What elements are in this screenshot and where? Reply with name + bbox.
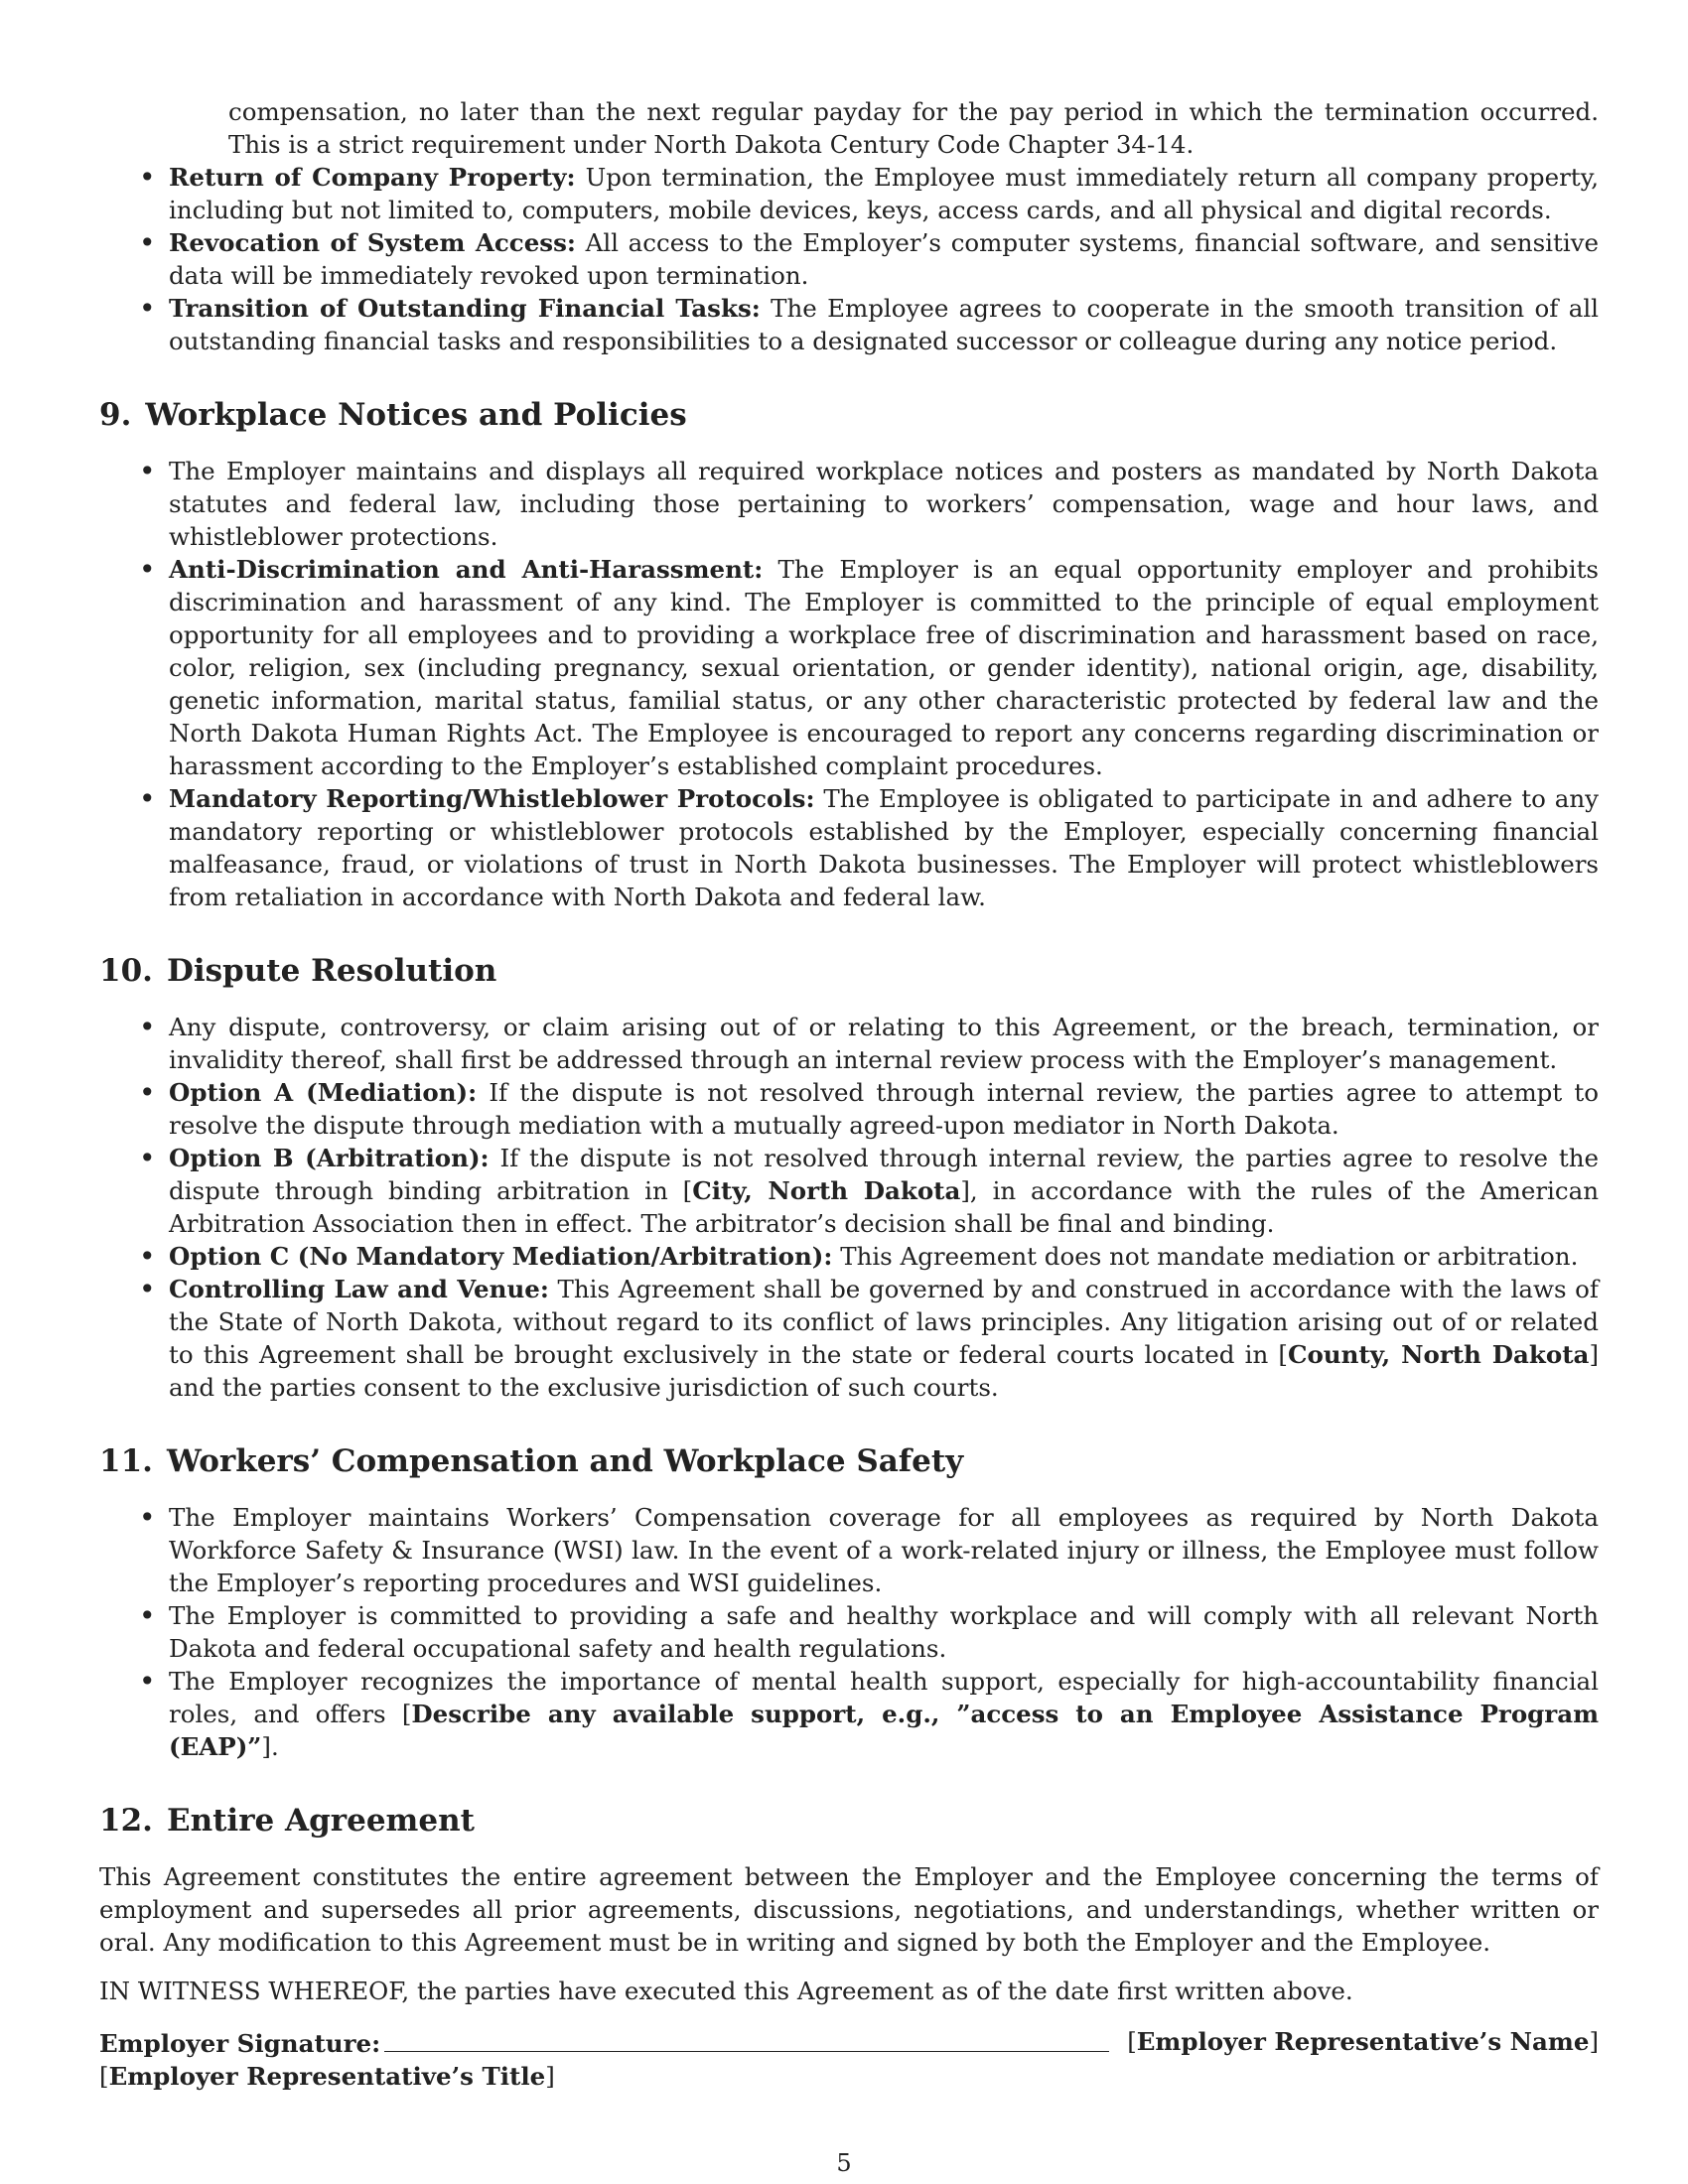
item-text: ]. (261, 1732, 279, 1761)
list-item (169, 1011, 1599, 1076)
list-item (169, 1076, 1599, 1142)
item-label: Transition of Outstanding Financial Tasks: (169, 294, 761, 323)
rep-name: Employer Representative’s Name (1136, 2027, 1590, 2056)
signature-line[interactable] (384, 2025, 1109, 2052)
continuation-text: compensation, no later than the next regular payday for the pay period in which the termination occurred. This is a strict requirement under North Dakota Century Code Chapter 34-14. (228, 97, 1599, 159)
rep-name-field: [Employer Representative’s Name] (1127, 2027, 1599, 2056)
rep-title: Employer Representative’s Title (108, 2062, 546, 2091)
item-text: This Agreement does not mandate mediation or arbitration. (832, 1242, 1579, 1271)
item-text: The Employer recognizes the importance of mental health support, especially for high-accountability financial roles, and offers [ (169, 1667, 1599, 1728)
rep-title-field: [Employer Representative’s Title] (99, 2062, 555, 2091)
item-label: Mandatory Reporting/Whistleblower Protocols: (169, 784, 815, 813)
entire-agreement-paragraph: This Agreement constitutes the entire agreement between the Employer and the Employee concerning the terms of employment and supersedes all prior agreements, discussions, negotiations, and understandings, whether written or oral. Any modification to this Agreement must be in writing and signed by both the Employer and the Employee. (99, 1862, 1599, 1957)
section-title: Entire Agreement (166, 1803, 475, 1839)
list-item (169, 782, 1599, 913)
termination-bullets (99, 161, 1599, 357)
item-label: Option A (Mediation): (169, 1078, 478, 1107)
item-label: Option B (Arbitration): (169, 1144, 490, 1172)
list-item (169, 1273, 1599, 1404)
placeholder-field: Describe any available support, e.g., ”access to an Employee Assistance Program (EAP)” (169, 1700, 1599, 1761)
section-9-list (99, 455, 1599, 913)
item-text: If the dispute is not resolved through internal review, the parties agree to attempt to resolve the dispute through mediation with a mutually agreed-upon mediator in North Dakota. (169, 1078, 1599, 1140)
list-item (169, 1240, 1599, 1273)
item-text: ], in accordance with the rules of the American Arbitration Association then in effect. The arbitrator’s decision shall be final and binding. (169, 1176, 1599, 1238)
document-page (99, 95, 1599, 2093)
item-text: Any dispute, controversy, or claim arising out of or relating to this Agreement, or the breach, termination, or invalidity thereof, shall first be addressed through an internal review process with the Employer’s management. (169, 1013, 1599, 1074)
section-heading-10 (99, 951, 1599, 991)
signature-block (99, 2025, 1113, 2060)
list-item (169, 1501, 1599, 1599)
section-11-list (99, 1501, 1599, 1763)
item-text: ] and the parties consent to the exclusive jurisdiction of such courts. (169, 1340, 1599, 1402)
item-text: The Employer maintains Workers’ Compensation coverage for all employees as required by North Dakota Workforce Safety & Insurance (WSI) law. In the event of a work-related injury or illness, the Employee must follow the Employer’s reporting procedures and WSI guidelines. (169, 1503, 1599, 1597)
section-number: 11. (99, 1443, 153, 1479)
item-label: Option C (No Mandatory Mediation/Arbitration): (169, 1242, 833, 1271)
list-item (169, 161, 1599, 226)
list-item (169, 226, 1599, 292)
item-text: The Employee is obligated to participate in and adhere to any mandatory reporting or whistleblower protocols established by the Employer, especially concerning financial malfeasance, fraud, or violations of trust in North Dakota businesses. The Employer will protect whistleblowers from retaliation in accordance with North Dakota and federal law. (169, 784, 1599, 911)
list-item (169, 455, 1599, 553)
section-heading-12 (99, 1801, 1599, 1841)
item-text: All access to the Employer’s computer systems, financial software, and sensitive data will be immediately revoked upon termination. (169, 228, 1599, 290)
section-number: 10. (99, 953, 153, 989)
list-item (169, 292, 1599, 357)
list-item (169, 1665, 1599, 1763)
signature-row (99, 2025, 1599, 2060)
placeholder-field: County, North Dakota (1287, 1340, 1590, 1369)
placeholder-field: City, North Dakota (692, 1176, 961, 1205)
item-text: The Employee agrees to cooperate in the smooth transition of all outstanding financial tasks and responsibilities to a designated successor or colleague during any notice period. (169, 294, 1599, 355)
section-heading-11 (99, 1441, 1599, 1481)
section-number: 9. (99, 397, 132, 433)
signature-label: Employer Signature: (99, 2029, 381, 2058)
page-number: 5 (836, 2149, 852, 2177)
section-heading-9 (99, 395, 1599, 435)
item-label: Anti-Discrimination and Anti-Harassment: (169, 555, 764, 584)
item-text: The Employer maintains and displays all required workplace notices and posters as mandated by North Dakota statutes and federal law, including those pertaining to workers’ compensation, wage and hour laws, and whistleblower protections. (169, 457, 1599, 551)
list-item (169, 1599, 1599, 1665)
item-label: Controlling Law and Venue: (169, 1275, 549, 1303)
section-10-list (99, 1011, 1599, 1404)
witness-paragraph: IN WITNESS WHEREOF, the parties have executed this Agreement as of the date first written above. (99, 1977, 1353, 2005)
section-number: 12. (99, 1803, 153, 1839)
item-text: The Employer is an equal opportunity employer and prohibits discrimination and harassment of any kind. The Employer is committed to the principle of equal employment opportunity for all employees and to providing a workplace free of discrimination and harassment based on race, color, religion, sex (including pregnancy, sexual orientation, or gender identity), national origin, age, disability, genetic information, marital status, familial status, or any other characteristic protected by federal law and the North Dakota Human Rights Act. The Employee is encouraged to report any concerns regarding discrimination or harassment according to the Employer’s established complaint procedures. (169, 555, 1599, 780)
item-label: Return of Company Property: (169, 163, 576, 192)
section-title: Workplace Notices and Policies (145, 397, 687, 433)
item-text: The Employer is committed to providing a safe and healthy workplace and will comply with all relevant North Dakota and federal occupational safety and health regulations. (169, 1601, 1599, 1663)
section-title: Dispute Resolution (166, 953, 497, 989)
list-item (169, 1142, 1599, 1240)
item-text: If the dispute is not resolved through internal review, the parties agree to resolve the dispute through binding arbitration in [ (169, 1144, 1600, 1205)
item-text: This Agreement shall be governed by and construed in accordance with the laws of the State of North Dakota, without regard to its conflict of laws principles. Any litigation arising out of or related to this Agreement shall be brought exclusively in the state or federal courts located in [ (169, 1275, 1599, 1369)
section-title: Workers’ Compensation and Workplace Safety (166, 1443, 964, 1479)
item-text: Upon termination, the Employee must immediately return all company property, including but not limited to, computers, mobile devices, keys, access cards, and all physical and digital records. (169, 163, 1599, 224)
list-item (169, 553, 1599, 782)
item-label: Revocation of System Access: (169, 228, 576, 257)
